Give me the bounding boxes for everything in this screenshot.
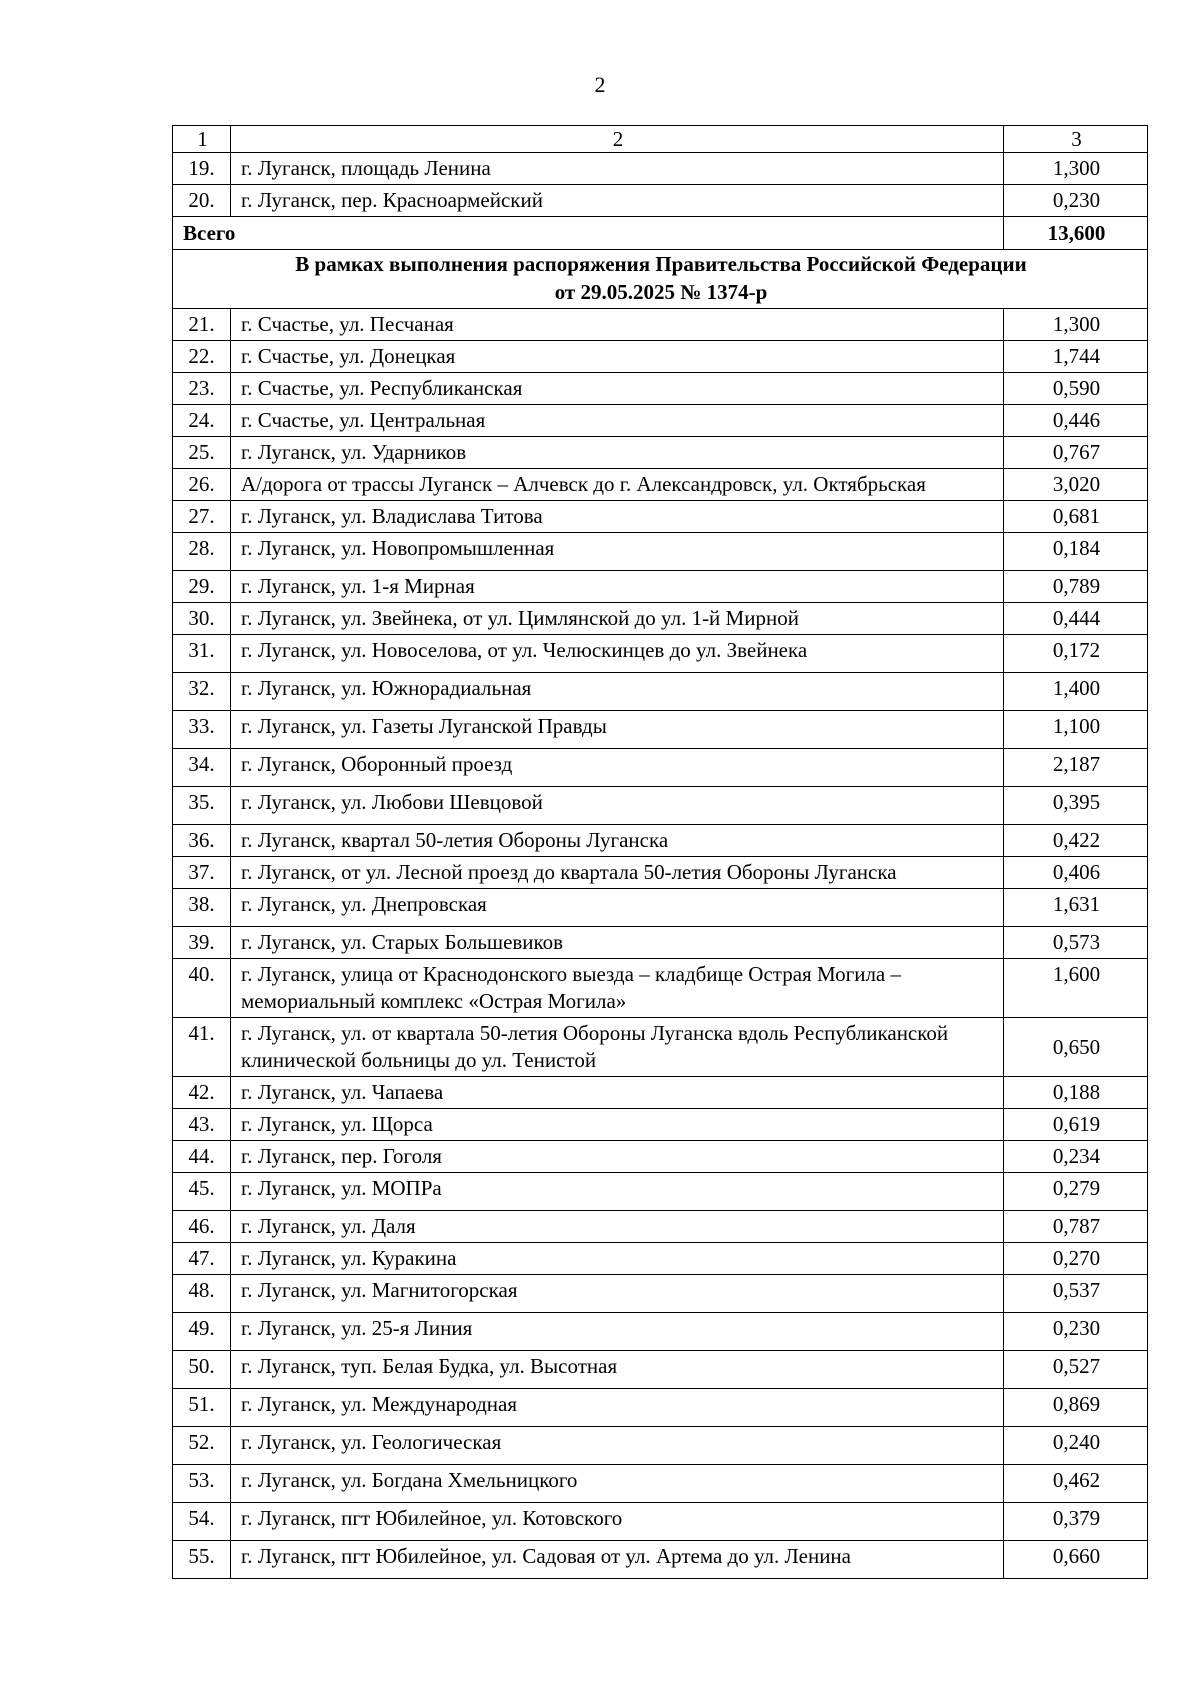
table-row bbox=[173, 889, 1148, 927]
row-length-value: 0,573 bbox=[1004, 927, 1148, 959]
row-length-value: 0,787 bbox=[1004, 1211, 1148, 1243]
table-row bbox=[173, 711, 1148, 749]
row-road-name: г. Луганск, туп. Белая Будка, ул. Высотная bbox=[231, 1351, 1004, 1389]
table-row bbox=[173, 603, 1148, 635]
table-row bbox=[173, 1077, 1148, 1109]
row-number: 43. bbox=[173, 1109, 231, 1141]
table-row bbox=[173, 1243, 1148, 1275]
row-number: 31. bbox=[173, 635, 231, 673]
row-road-name: г. Луганск, площадь Ленина bbox=[231, 153, 1004, 185]
header-col-2: 2 bbox=[231, 126, 1004, 153]
row-road-name: г. Счастье, ул. Донецкая bbox=[231, 341, 1004, 373]
row-road-name: г. Луганск, ул. Любови Шевцовой bbox=[231, 787, 1004, 825]
row-length-value: 0,446 bbox=[1004, 405, 1148, 437]
table-row bbox=[173, 469, 1148, 501]
table-row bbox=[173, 635, 1148, 673]
row-road-name: г. Луганск, пгт Юбилейное, ул. Садовая от ул. Артема до ул. Ленина bbox=[231, 1541, 1004, 1579]
table-row bbox=[173, 1503, 1148, 1541]
row-number: 20. bbox=[173, 185, 231, 217]
row-road-name: г. Луганск, улица от Краснодонского выезда – кладбище Острая Могила – мемориальный комплекс «Острая Могила» bbox=[231, 959, 1004, 1018]
row-length-value: 0,789 bbox=[1004, 571, 1148, 603]
row-number: 24. bbox=[173, 405, 231, 437]
table-row bbox=[173, 825, 1148, 857]
table-row bbox=[173, 1173, 1148, 1211]
row-number: 49. bbox=[173, 1313, 231, 1351]
row-number: 38. bbox=[173, 889, 231, 927]
header-col-3: 3 bbox=[1004, 126, 1148, 153]
row-number: 42. bbox=[173, 1077, 231, 1109]
total-value: 13,600 bbox=[1004, 217, 1148, 250]
row-road-name: г. Луганск, пер. Красноармейский bbox=[231, 185, 1004, 217]
row-length-value: 1,300 bbox=[1004, 309, 1148, 341]
row-number: 28. bbox=[173, 533, 231, 571]
row-number: 19. bbox=[173, 153, 231, 185]
row-length-value: 2,187 bbox=[1004, 749, 1148, 787]
table-row bbox=[173, 309, 1148, 341]
row-length-value: 0,379 bbox=[1004, 1503, 1148, 1541]
row-number: 34. bbox=[173, 749, 231, 787]
table-row bbox=[173, 1389, 1148, 1427]
row-number: 37. bbox=[173, 857, 231, 889]
row-length-value: 0,395 bbox=[1004, 787, 1148, 825]
table-row bbox=[173, 405, 1148, 437]
row-number: 50. bbox=[173, 1351, 231, 1389]
table-row bbox=[173, 533, 1148, 571]
row-length-value: 0,230 bbox=[1004, 1313, 1148, 1351]
row-number: 33. bbox=[173, 711, 231, 749]
table-row bbox=[173, 1141, 1148, 1173]
row-road-name: г. Луганск, пер. Гоголя bbox=[231, 1141, 1004, 1173]
row-number: 25. bbox=[173, 437, 231, 469]
roads-table bbox=[172, 125, 1148, 1579]
row-length-value: 0,590 bbox=[1004, 373, 1148, 405]
row-road-name: А/дорога от трассы Луганск – Алчевск до г. Александровск, ул. Октябрьская bbox=[231, 469, 1004, 501]
row-number: 29. bbox=[173, 571, 231, 603]
row-length-value: 1,100 bbox=[1004, 711, 1148, 749]
row-number: 21. bbox=[173, 309, 231, 341]
row-length-value: 0,681 bbox=[1004, 501, 1148, 533]
row-number: 41. bbox=[173, 1018, 231, 1077]
row-road-name: г. Счастье, ул. Песчаная bbox=[231, 309, 1004, 341]
table-row bbox=[173, 1275, 1148, 1313]
row-number: 35. bbox=[173, 787, 231, 825]
total-label: Всего bbox=[173, 217, 1004, 250]
row-length-value: 0,406 bbox=[1004, 857, 1148, 889]
table-row bbox=[173, 673, 1148, 711]
section-header-row bbox=[173, 250, 1148, 309]
row-length-value: 1,744 bbox=[1004, 341, 1148, 373]
row-number: 23. bbox=[173, 373, 231, 405]
row-length-value: 0,279 bbox=[1004, 1173, 1148, 1211]
row-length-value: 1,600 bbox=[1004, 959, 1148, 1018]
table-row bbox=[173, 857, 1148, 889]
row-number: 52. bbox=[173, 1427, 231, 1465]
table-row bbox=[173, 1351, 1148, 1389]
row-number: 26. bbox=[173, 469, 231, 501]
row-road-name: г. Луганск, ул. Владислава Титова bbox=[231, 501, 1004, 533]
row-road-name: г. Луганск, ул. Богдана Хмельницкого bbox=[231, 1465, 1004, 1503]
row-road-name: г. Луганск, квартал 50-летия Обороны Луганска bbox=[231, 825, 1004, 857]
row-length-value: 0,240 bbox=[1004, 1427, 1148, 1465]
row-road-name: г. Луганск, ул. от квартала 50-летия Обороны Луганска вдоль Республиканской клинической больницы до ул. Тенистой bbox=[231, 1018, 1004, 1077]
row-road-name: г. Луганск, ул. Звейнека, от ул. Цимлянской до ул. 1-й Мирной bbox=[231, 603, 1004, 635]
row-number: 53. bbox=[173, 1465, 231, 1503]
table-row bbox=[173, 571, 1148, 603]
row-length-value: 1,300 bbox=[1004, 153, 1148, 185]
table-row bbox=[173, 787, 1148, 825]
row-road-name: г. Счастье, ул. Республиканская bbox=[231, 373, 1004, 405]
row-number: 54. bbox=[173, 1503, 231, 1541]
row-length-value: 0,188 bbox=[1004, 1077, 1148, 1109]
section-title-line: В рамках выполнения распоряжения Правительства Российской Федерации bbox=[295, 252, 1027, 276]
row-road-name: г. Луганск, ул. Ударников bbox=[231, 437, 1004, 469]
row-length-value: 1,400 bbox=[1004, 673, 1148, 711]
row-number: 40. bbox=[173, 959, 231, 1018]
row-road-name: г. Луганск, пгт Юбилейное, ул. Котовского bbox=[231, 1503, 1004, 1541]
row-road-name: г. Луганск, ул. Новопромышленная bbox=[231, 533, 1004, 571]
row-road-name: г. Луганск, ул. Южнорадиальная bbox=[231, 673, 1004, 711]
row-road-name: г. Луганск, ул. Днепровская bbox=[231, 889, 1004, 927]
table-row bbox=[173, 341, 1148, 373]
row-length-value: 0,270 bbox=[1004, 1243, 1148, 1275]
row-length-value: 0,422 bbox=[1004, 825, 1148, 857]
row-road-name: г. Луганск, Оборонный проезд bbox=[231, 749, 1004, 787]
row-length-value: 0,184 bbox=[1004, 533, 1148, 571]
table-row bbox=[173, 373, 1148, 405]
table-row bbox=[173, 1109, 1148, 1141]
row-length-value: 0,527 bbox=[1004, 1351, 1148, 1389]
row-road-name: г. Луганск, ул. Куракина bbox=[231, 1243, 1004, 1275]
row-road-name: г. Луганск, ул. Старых Большевиков bbox=[231, 927, 1004, 959]
header-col-1: 1 bbox=[173, 126, 231, 153]
row-number: 39. bbox=[173, 927, 231, 959]
row-number: 30. bbox=[173, 603, 231, 635]
table-row bbox=[173, 437, 1148, 469]
row-number: 55. bbox=[173, 1541, 231, 1579]
table-row bbox=[173, 1018, 1148, 1077]
row-number: 36. bbox=[173, 825, 231, 857]
row-length-value: 0,660 bbox=[1004, 1541, 1148, 1579]
row-number: 32. bbox=[173, 673, 231, 711]
row-length-value: 0,172 bbox=[1004, 635, 1148, 673]
row-number: 44. bbox=[173, 1141, 231, 1173]
row-length-value: 0,444 bbox=[1004, 603, 1148, 635]
table-row bbox=[173, 1465, 1148, 1503]
row-length-value: 0,230 bbox=[1004, 185, 1148, 217]
row-length-value: 0,462 bbox=[1004, 1465, 1148, 1503]
row-road-name: г. Луганск, ул. Новоселова, от ул. Челюскинцев до ул. Звейнека bbox=[231, 635, 1004, 673]
row-road-name: г. Луганск, от ул. Лесной проезд до квартала 50-летия Обороны Луганска bbox=[231, 857, 1004, 889]
row-length-value: 0,619 bbox=[1004, 1109, 1148, 1141]
table-row bbox=[173, 1427, 1148, 1465]
row-length-value: 0,767 bbox=[1004, 437, 1148, 469]
table-row bbox=[173, 927, 1148, 959]
table-row bbox=[173, 959, 1148, 1018]
table-body bbox=[173, 126, 1148, 1579]
row-road-name: г. Луганск, ул. 25-я Линия bbox=[231, 1313, 1004, 1351]
table-header-row bbox=[173, 126, 1148, 153]
row-number: 51. bbox=[173, 1389, 231, 1427]
row-road-name: г. Луганск, ул. 1-я Мирная bbox=[231, 571, 1004, 603]
row-number: 27. bbox=[173, 501, 231, 533]
row-number: 48. bbox=[173, 1275, 231, 1313]
row-length-value: 3,020 bbox=[1004, 469, 1148, 501]
row-length-value: 0,650 bbox=[1004, 1018, 1148, 1077]
row-road-name: г. Счастье, ул. Центральная bbox=[231, 405, 1004, 437]
table-row bbox=[173, 1541, 1148, 1579]
table-row bbox=[173, 1211, 1148, 1243]
row-road-name: г. Луганск, ул. МОПРа bbox=[231, 1173, 1004, 1211]
table-row bbox=[173, 501, 1148, 533]
row-number: 46. bbox=[173, 1211, 231, 1243]
table-row bbox=[173, 185, 1148, 217]
row-number: 47. bbox=[173, 1243, 231, 1275]
total-row bbox=[173, 217, 1148, 250]
row-road-name: г. Луганск, ул. Газеты Луганской Правды bbox=[231, 711, 1004, 749]
row-road-name: г. Луганск, ул. Геологическая bbox=[231, 1427, 1004, 1465]
section-title bbox=[173, 250, 1148, 309]
table-row bbox=[173, 1313, 1148, 1351]
row-length-value: 0,869 bbox=[1004, 1389, 1148, 1427]
section-title-line: от 29.05.2025 № 1374-р bbox=[554, 280, 768, 304]
row-road-name: г. Луганск, ул. Магнитогорская bbox=[231, 1275, 1004, 1313]
row-road-name: г. Луганск, ул. Даля bbox=[231, 1211, 1004, 1243]
row-length-value: 0,537 bbox=[1004, 1275, 1148, 1313]
table-row bbox=[173, 153, 1148, 185]
row-number: 45. bbox=[173, 1173, 231, 1211]
row-length-value: 0,234 bbox=[1004, 1141, 1148, 1173]
row-road-name: г. Луганск, ул. Щорса bbox=[231, 1109, 1004, 1141]
table-row bbox=[173, 749, 1148, 787]
row-road-name: г. Луганск, ул. Чапаева bbox=[231, 1077, 1004, 1109]
row-length-value: 1,631 bbox=[1004, 889, 1148, 927]
row-road-name: г. Луганск, ул. Международная bbox=[231, 1389, 1004, 1427]
page-number: 2 bbox=[594, 72, 606, 97]
row-number: 22. bbox=[173, 341, 231, 373]
